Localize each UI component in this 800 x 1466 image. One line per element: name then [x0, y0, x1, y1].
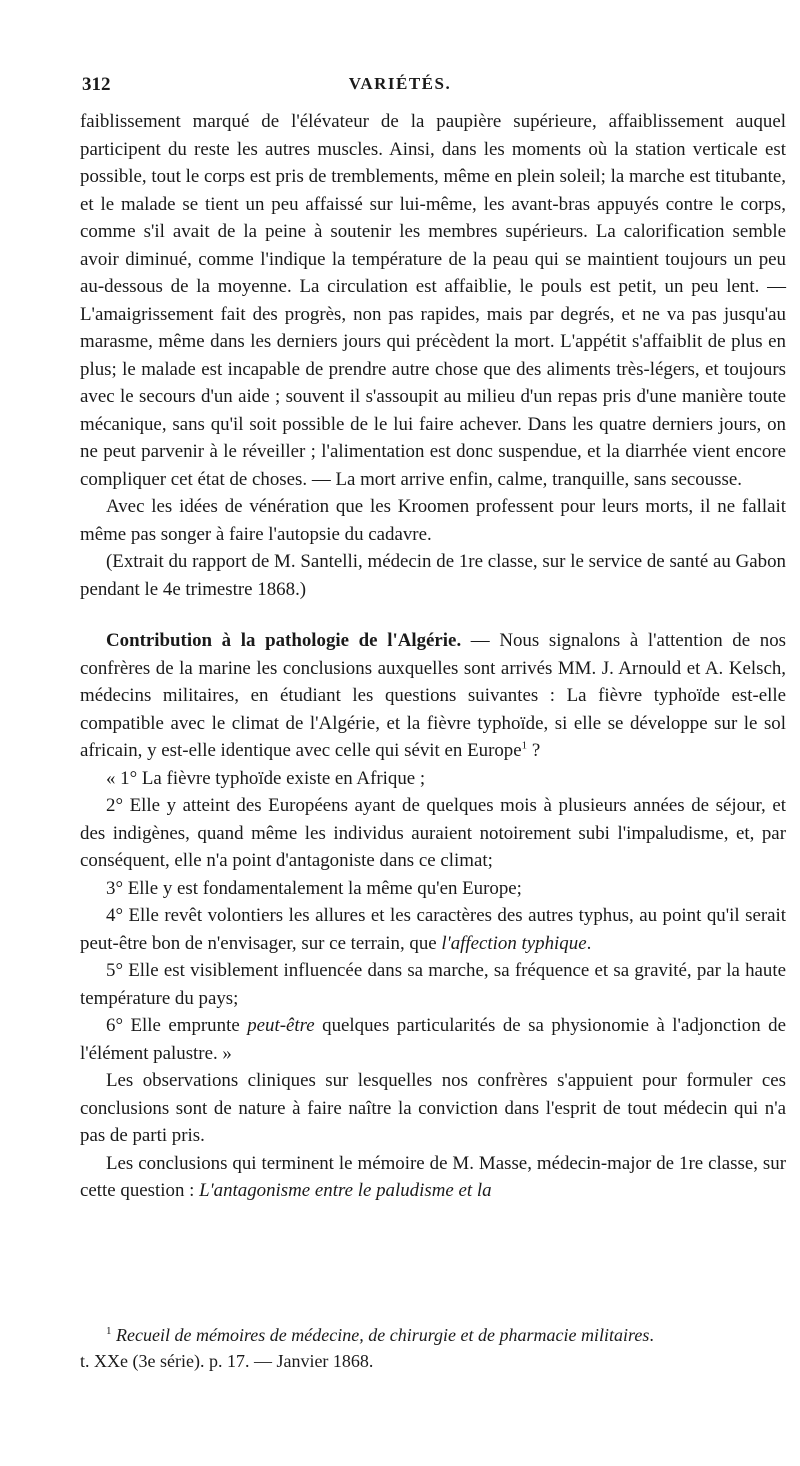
footnote-mark: 1 [106, 1325, 112, 1337]
item-6-text: 6° Elle emprunte [106, 1015, 248, 1036]
running-title: VARIÉTÉS. [348, 74, 452, 93]
conclusion-item-5: 5° Elle est visiblement influencée dans sa marche, sa fréquence et sa gravité, par la haute température du pays; [80, 960, 786, 1009]
section-lead-title: Contribution à la pathologie de l'Algérie. [106, 630, 462, 651]
item-6-italic: peut-être [247, 1015, 315, 1036]
conclusion-item-4 [80, 902, 786, 957]
body-text [80, 108, 786, 1205]
item-4-italic: l'affection typhique [441, 932, 587, 954]
footnotes [80, 1322, 786, 1374]
paragraph-observations: Les observations cliniques sur lesquelles nos confrères s'appuient pour formuler ces conclusions sont de nature à faire naître la conviction dans l'esprit de tout médecin qui n'a pas de parti pris. [80, 1070, 786, 1146]
conclusion-item-1: « 1° La fièvre typhoïde existe en Afrique ; [106, 767, 426, 789]
footnote-reference: 1 [521, 739, 528, 752]
paragraph-source-note: (Extrait du rapport de M. Santelli, médecin de 1re classe, sur le service de santé au Gabon pendant le 4e trimestre 1868.) [80, 551, 786, 600]
page-header [82, 74, 718, 98]
conclusion-item-3: 3° Elle y est fondamentalement la même qu'en Europe; [106, 877, 522, 899]
section-text-end: ? [527, 740, 541, 761]
section-contribution [80, 627, 786, 765]
paragraph-masse-italic: L'antagonisme entre le paludisme et la [199, 1180, 492, 1201]
footnote-punct: . [649, 1325, 654, 1345]
item-4-end: . [586, 932, 592, 954]
paragraph-masse-text: Les conclusions qui terminent le mémoire de M. Masse, médecin-major de 1re classe, sur cette question : [80, 1152, 786, 1201]
footnote-title: Recueil de mémoires de médecine, de chirurgie et de pharmacie militaires [116, 1325, 650, 1345]
paragraph-continued: faiblissement marqué de l'élévateur de la paupière supérieure, affaiblissement auquel participent du reste les autres muscles. Ainsi, dans les moments où la station verticale est possible, tout le corps est pris de tremblements, même en plein soleil; la marche est titubante, et le malade se tient un peu affaissé sur lui-même, les avant-bras appuyés contre le corps, comme s'il avait de la peine à soutenir les membres supérieurs. La calorification semble avoir diminué, comme l'indique la température de la peau qui se maintient toujours un peu au-dessous de la moyenne. La circulation est affaiblie, le pouls est petit, un peu lent. — L'amaigrissement fait des progrès, non pas rapides, mais par degrés, et ne va pas jusqu'au marasme, même dans les derniers jours qui précèdent la mort. L'appétit s'affaiblit de plus en plus; le malade est incapable de prendre autre chose que des aliments très-légers, et toujours avec le secours d'un aide ; souvent il s'assoupit au milieu d'un repas pris d'une manière toute mécanique, sans qu'il soit possible de le lui faire achever. Dans les quatre derniers jours, on ne peut parvenir à le réveiller ; l'alimentation est donc suspendue, et la diarrhée vient encore compliquer cet état de choses. — La mort arrive enfin, calme, tranquille, sans secousse. [80, 111, 786, 490]
footnote-1-details: t. XXe (3e série). p. 17. — Janvier 1868. [80, 1351, 374, 1371]
paragraph-masse [80, 1150, 786, 1205]
conclusion-item-2: 2° Elle y atteint des Européens ayant de quelques mois à plusieurs années de séjour, et des indigènes, quand même les individus auraient notoirement subi l'impaludisme, et, par conséquent, elle n'a point d'antagoniste dans ce climat; [80, 795, 786, 871]
page-number: 312 [82, 74, 111, 95]
paragraph-kroomen: Avec les idées de vénération que les Kroomen professent pour leurs morts, il ne fallait même pas songer à faire l'autopsie du cadavre. [80, 496, 786, 545]
footnote-1 [80, 1322, 786, 1348]
item-6-end: quelques particularités de sa physionomie à l'adjonction de l'élément palustre. » [80, 1015, 786, 1064]
section-text: — Nous signalons à l'attention de nos confrères de la marine les conclusions auxquelles sont arrivés MM. J. Arnould et A. Kelsch, médecins militaires, en étudiant les questions suivantes : La fièvre typhoïde est-elle compatible avec le climat de l'Algérie, et la fièvre typhoïde, si elle se développe sur le sol africain, y est-elle identique avec celle qui sévit en Europe [80, 630, 786, 761]
conclusion-item-6 [80, 1012, 786, 1067]
item-4-text: 4° Elle revêt volontiers les allures et les caractères des autres typhus, au point qu'il serait peut-être bon de n'envisager, sur ce terrain, que [80, 905, 786, 954]
